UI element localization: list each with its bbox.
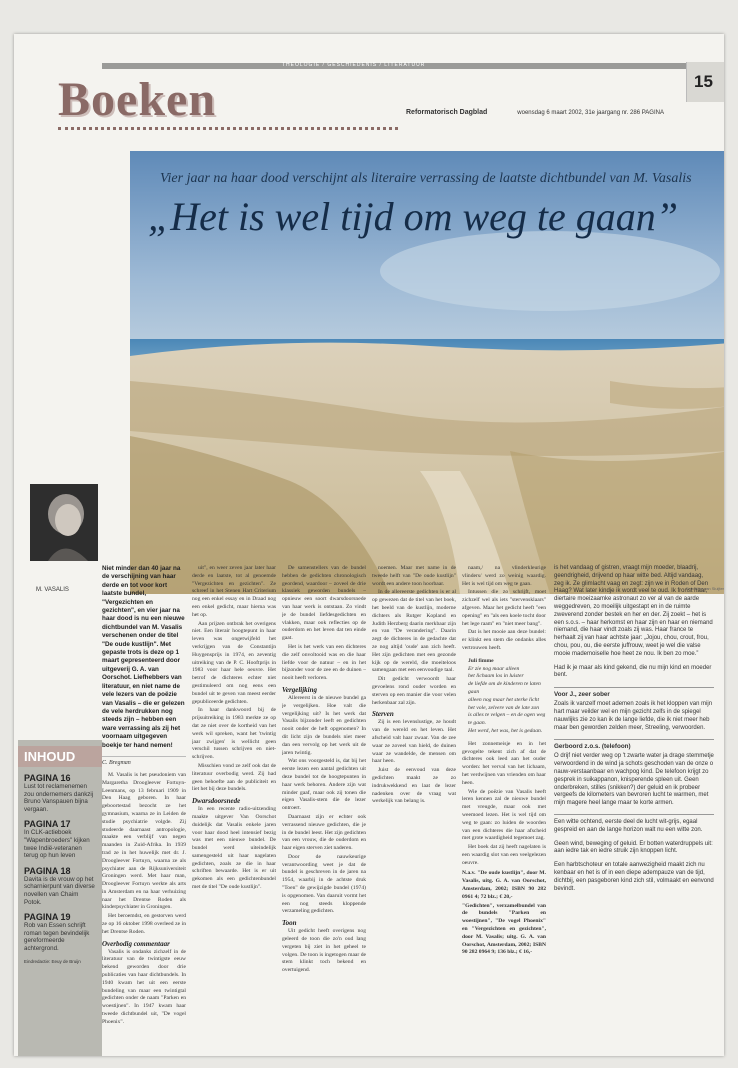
paragraph: Het is het werk van een dichteres die zelf onvoltooid was en die haar liefde voor de natuur – en in het bijzonder voor de zee en de duinen – nooit heeft verloren.: [282, 643, 366, 682]
inhoud-credit: Eindredactie: Eeuy de Bruijn: [24, 958, 81, 964]
bibliography: "Gedichten", verzamelbundel van de bundels "Parken en woestijnen", "De vogel Phoenix" en "Vergezichten en gezichten", door M. Vasalis; uitg. G. A. van Oorschot, Amsterdam, 2002; ISBN 90 282 0964 9; 136 blz.; € 16,-: [462, 902, 546, 956]
section-bar-text: THEOLOGIE / GESCHIEDENIS / LITERATUUR: [282, 62, 426, 68]
poem-line: de liefde om de kinderen te laten: [468, 681, 541, 688]
inhoud-item[interactable]: [18, 819, 102, 859]
inhoud-text: Lust tot reclamenemen zou ondernemers dankzij Bruno Vanspauen bijna vergaan.: [24, 783, 94, 813]
article-column-2: [192, 565, 276, 1051]
inhoud-title: INHOUD: [18, 746, 102, 767]
paragraph: uit", en weer zeven jaar later haar derde en laatste, tot al genoemde "Vergezichten en gezichten". Ze schreef in het Stenen Hart Criterium nog een enkel essay en in Draad nog een enkel gedicht, maar hierna was het op.: [192, 565, 276, 618]
inhoud-page: PAGINA 19: [24, 912, 71, 923]
inhoud-item[interactable]: [18, 912, 102, 952]
paragraph: Dit gedicht verwoordt haar gevoelens rond ouder worden en sterven op een manier die voor velen herkenbaar zal zijn.: [372, 676, 456, 706]
inhoud-text: Rob van Essen schrijft roman tegen bevindelijk gereformeerde achtergrond.: [24, 922, 90, 952]
subhead: Sterven: [372, 710, 394, 719]
inhoud-text: In CLK-actieboek "Wapenbroeders" kijken twee Indië-veteranen terug op hun leven: [24, 829, 90, 860]
paragraph: Dat is het mooie aan deze bundel: er klinkt een stem die ondanks alles vertrouwen heeft.: [462, 629, 546, 651]
subhead: Toon: [282, 919, 297, 928]
poem-line: gaan: [468, 688, 480, 695]
sidebar-poem-title: Gerboord z.o.s. (telefoon): [554, 739, 714, 750]
article-lead: Niet minder dan 40 jaar na de verschijning van haar derde en tot voor kort laatste bundel, "Vergezichten en gezichten", en vier jaar na haar dood is nu een nieuwe dichtbundel van M. Vasalis verschenen onder de titel "De oude kustlijn". Met gepaste trots is deze op 1 maart gepresenteerd door uitgeverij G. A. van Oorschot. Liefhebbers van literatuur, en niet name de vele lezers van de poëzie van Vasalis – die er gelezen de vele herdrukken nog steeds zijn – hebben een ware verrassing als zij het voornaam uitgegeven boekje ter hand nemen!: [102, 565, 185, 749]
paragraph: In de allereerste gedichten is er al op gewezen dat de titel van het boek, het beeld van de kustlijn, moderne dichters als Rutger Kopland en Judith Herzberg daarin merkbaar zijn en van "De verandering". Daarin zegt de dichteres in de gedachte dat ze nog altijd 'oude' aan zich heeft. Het zijn gedichten met een gezonde kijk op de wereld, die moeiteloos samengaan met een eenvoudige taal.: [372, 589, 456, 674]
article-column-1: [102, 565, 186, 1051]
subhead: Dwarsdoorsnede: [192, 797, 241, 806]
portrait-illustration: [30, 484, 98, 561]
poem-line: het lichaam los in luister: [468, 673, 524, 680]
article-headline: „Het is wel tijd om weg te gaan”: [148, 194, 678, 239]
portrait-caption: M. VASALIS: [36, 587, 69, 593]
paragraph: In haar dankwoord bij de prijsuitreiking in 1983 merkte ze op dat ze niet over de kortheid van het werk wil spreken, want het 'twintig jaar zwijgen' is wellicht geen verschil tussen schrijven en niet-schrijven.: [192, 707, 276, 761]
paragraph: M. Vasalis is het pseudoniem van Margaretha Droogleever Fortuyn-Leenmans, op 13 februari 1909 in Den Haag geboren. In haar geboortestad bezocht ze het gymnasium, waarna ze in Leiden de studie psychiatrie volgde. Zij studeerde daarnaast antropologie, maakte een verblijf van negen maanden in Zuid-Afrika. In 1939 trad ze in het huwelijk met dr. J. Droogleever Fortuyn, waarna ze als psychiater aan de Rijksuniversiteit Groningen werd. Met haar man, Droogleever Fortuyn werkte als arts in Amsterdam en na haar verhuizing naar het Drentse Roden als kinderpsychiater in Groningen.: [102, 771, 186, 911]
paragraph: Daarnaast zijn er echter ook verrassend nieuwe gedichten, die je in de bundel leest. Het zijn gedichten van een vrouw, die de ouderdom en haar eigen sterven ziet naderen.: [282, 813, 366, 852]
paragraph: Uit gedicht heeft overigens nog geleerd de toon die zo'n oud lang vergeten bij ziet in het geheel te volgen. De toon is ingetogen maar de stem klinkt toch bekend en overtuigend.: [282, 928, 366, 974]
paragraph: Allereerst in de nieuwe bundel ga je vergelijken. Hoe valt die vergelijking uit? Is het werk dat Vasalis bijzonder leeft en gedichten nooit onder de heft opgenomen? In dit licht zijn de bundels niet meer dan een vervolg op het werk uit de jaren twintig.: [282, 694, 366, 756]
inhoud-text: Davita is de vrouw op het scharnierpunt van diverse novellen van Chaim Potok.: [24, 875, 95, 906]
sidebar-poems: [554, 565, 714, 899]
inhoud-box: [18, 740, 102, 1056]
article-column-5: [462, 565, 546, 1051]
article-column-3: [282, 565, 366, 1051]
paragraph: De samenstellers van de bundel hebben de gedichten chronologisch geordend, waardoor – zoveel de drie klassiek geworden bundels – opnieuw een soort dwarsdoorsnede van haar werk is ontstaan. Zo vindt je de bundel liefdesgedichten en vlakken, maar ook reflecties op de ouderdom en het leven dat ten einde gaat.: [282, 565, 366, 642]
paragraph: Intussen die zo schrijft, moet zichzelf wel als iets "stervensklaars" afgeven. Maar het gedicht heeft "een opening" en "als een koele tocht door het lege raam" en "niet meer bang".: [462, 589, 546, 627]
paper-name: Reformatorisch Dagblad: [406, 109, 488, 116]
sidebar-poem-title: Voor J., zeer sober: [554, 687, 714, 698]
sidebar-poem: Had ik je maar als kind gekend, die nu mijn kind en moeder bent.: [554, 664, 712, 679]
hero-photo: [130, 151, 724, 594]
subhead: Vergelijking: [282, 685, 318, 694]
poem-quote-title: Juli fimme: [468, 657, 494, 664]
masthead: [406, 109, 664, 116]
article-column-4: [372, 565, 456, 1051]
paragraph: Door de nauwkeurige verantwoording weet je dat de bundel is geschreven in de jaren na 1954, waarbij in de achtste druk "Toen" de gewijzigde bundel (1974) is opgenomen. Van daaruit vormt het een nog steeds kloppende verzameling gedichten.: [282, 853, 366, 915]
inhoud-page: PAGINA 17: [24, 819, 71, 830]
poem-line: het vole, zelvere van de late zon: [468, 704, 540, 711]
paragraph: Wat ons voorgesteld is, dat bij het eerste lezen een aantal gedichten uit deze bundel tot de hoogtepunten in haar werk behoren. Andere zijn wat minder gaaf, maar ook zij tonen die eigen Vasalis-stem die de lezer ontroert.: [282, 758, 366, 812]
inhoud-item[interactable]: [18, 773, 102, 813]
paragraph: Vasalis is ondanks zichzelf in de literatuur van de twintigste eeuw bekend geworden door drie publicaties van haar dichtbundels. In 1940 kwam het uit een eerste bundeling van maar een twintigtal gedichten onder de naam "Parken en woestijnen". In 1947 kwam haar tweede dichtbundel uit, "De vogel Phoenix".: [102, 948, 186, 1025]
photo-credit: Foto Wim van Sluijter: [685, 586, 724, 591]
poem-quote: [468, 658, 546, 736]
sidebar-poem: Een witte ochtend, eerste deel de lucht wit-grijs, egaal gespreid en aan de lange horizon walt nu een witte zon.: [554, 814, 714, 835]
bibliography: N.a.v. "De oude kustlijn", door M. Vasalis, uitg. G. A. van Oorschot, Amsterdam, 2002; ISBN 90 282 0961 4; 72 blz.; € 20,-: [462, 870, 546, 900]
paragraph: Misschien vond ze zelf ook dat de literatuur overbodig werd. Zij had geen behoefte aan de publiciteit en liet het bij deze bundels.: [192, 762, 276, 793]
sidebar-poem: is het vandaag of gistren, vraagt mijn moeder, blaadrij, geendrigheid, drijvend op haar witte bed. Altijd vandaag, zeg ik. Ze glimlacht vaag en zegt: zijn we in Roden of Den Haag? Wat later kindje ik wordt veel te oud. Ik fronst haar, diertaire moeizaamke astronaut zo ver al van de aarde weggedreven, zo moeilijk uitgestapt en in de ruimte zweverend zonder bestek en her en der. Zij zoekt – het is een s.o.s. – haar herkomst en haar zijn en haar en niemand niemand, die haar vindt zoals zij was. Haar france te herhaalt zij van haar achtste jaar: „Jojou, chou, crout, frou, chou, pou, ou, die eerste juffrouw, weet je wel die valse mooie mademoiselle hoe heet ze nou. Ik ben zo moe.”: [554, 565, 713, 657]
poem-line: Het werd, het was, het is gedaan.: [468, 727, 543, 734]
paragraph: Het beroemdst, en gestorven werd ze op 16 oktober 1998 overleed ze in het Drentse Roden.: [102, 913, 186, 935]
sidebar-poem: Een harbtschoteur en totale aanwezigheid maakt zich nu kenbaar en het is of in een diepe adempauze van de tijd, dichtbij, een pasgeboren kind zich stil, volmaakt en eenvond bevindt.: [554, 862, 714, 892]
sidebar-poem: Zoals ik vanzelf moet ademen zoals ik het kloppen van mijn hart maar veilder wel en mijn gezicht zelfs in de spiegel nauwlijks zie zo kan ik de lange liefde, die ik niet meer heb maar ben geworden zelden meer, Streeling, verwoorden.: [554, 701, 713, 731]
sidebar-poem: Geen wind, beweging of geluid. Er botten waterdruppels uit: aan iedre tak en iedre struik zijn knoppen licht.: [554, 840, 713, 855]
inhoud-page: PAGINA 18: [24, 865, 71, 876]
paragraph: Juist de eenvoud van deze gedichten maakt ze zo indrukwekkend en laat de lezer nadenken over de vraag wat werkelijk van belang is.: [372, 767, 456, 805]
paragraph: Het boek dat zij heeft nagelaten is een waardig slot van een veelgelezen oeuvre.: [462, 844, 546, 866]
poem-line: alleen nog maar het sterke licht: [468, 696, 539, 703]
poem-line: is alles te velgen – en de ogen weg: [468, 712, 546, 719]
dotted-rule: [58, 127, 398, 130]
dateline: woensdag 6 maart 2002, 31e jaargang nr. 286 PAGINA: [517, 110, 664, 116]
paragraph: naam,/ na vlinderkleurige vlinders/ werd zo weinig waardig. Het is wel tijd om weg te gaan.: [462, 565, 546, 587]
paragraph: Aan prijzen ontbrak het overigens niet. Een literair hoogtepunt in haar leven was ongetwijfeld het verkrijgen van de Constantijn Huygensprijs in 1974, en zeventig uitreiking van de P. C. Hooftprijs in 1983 voor haar hele oeuvre. Het betrof de dichteres echter niet gestimuleerd om nog eens een bundel uit te geven van meest eerder gepubliceerde gedichten.: [192, 620, 276, 705]
inhoud-page: PAGINA 16: [24, 773, 71, 783]
paragraph: noemen. Maar met name in de tweede helft van "De oude kustlijn" wordt een andere toon hoorbaar.: [372, 565, 456, 587]
sidebar-poem: O drijf niet verder weg op 't zwarte water ja drage stemmetje verwoordend in de wind ja schots geschoden van de onze o nauw-verstaanbaar en wachpog kind. De telefoon krijgt zo gesprek in suikappanon, knisperende spleen uit. Geen onderbreken, stilles (snikken?) der geluid en ik probeer vergeefs de kilometers van bevroren lucht te warmen, met mijn magere heel lange maar te korte armen.: [554, 753, 714, 807]
article-kicker: Vier jaar na haar dood verschijnt als literaire verrassing de laatste dichtbundel van M. Vasalis: [160, 171, 692, 186]
subhead: Overbodig commentaar: [102, 939, 170, 948]
newspaper-page: [14, 34, 724, 1056]
paragraph: Het zonnemeisje en in het gevogelte tekent zich af dat de dichteres ook leed aan het ouder worden: het verval van het lichaam, het verdwijnen van vrienden om haar heen.: [462, 740, 546, 786]
inhoud-item[interactable]: [18, 866, 102, 906]
section-bar: [102, 63, 710, 69]
author-byline: C. Bregman: [102, 756, 186, 766]
paragraph: Wie de poëzie van Vasalis heeft leren kennen zal de nieuwe bundel met vreugde, maar ook met weemoed lezen. Het is wel tijd om weg te gaan: zo luiden de woorden van een dichteres die haar afscheid met grote waardigheid tegemoet zag.: [462, 788, 546, 842]
section-logo: Boeken: [58, 73, 217, 126]
poem-line: te gaan.: [468, 720, 487, 727]
paragraph: In een recente radio-uitzending maakte uitgever Van Oorschot duidelijk dat Vasalis enkele jaren voor haar dood heel intensief bezig was met een nieuwe bundel. De bundel werd uiteindelijk samengesteld uit haar nagelaten gedichten, zoals ze die in haar schriften bewaarde. Het is er uit gekomen als een gedichtenbundel met de titel "De oude kustlijn".: [192, 806, 276, 891]
author-portrait: [30, 484, 98, 561]
paragraph: Zij is een levenslustige, ze houdt van de wereld en het leven. Het afscheid valt haar zwaar. Van de zee waar ze zoveel van hield, de duinen waar ze wandelde, de mensen om haar heen.: [372, 719, 456, 765]
page-number: 15: [694, 72, 713, 91]
poem-line: Er zie nog maar alleen: [468, 665, 520, 672]
